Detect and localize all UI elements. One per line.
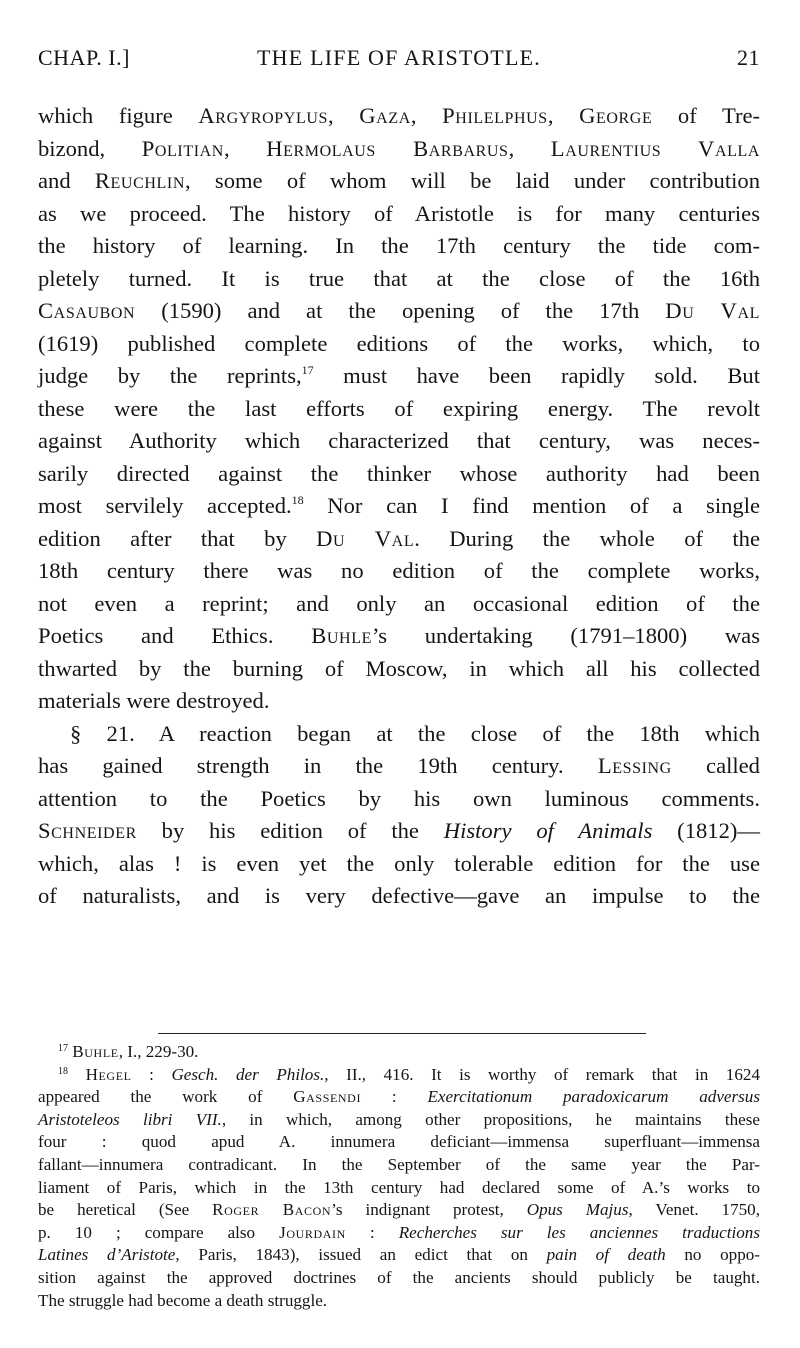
text-line: which figure Argyropylus, Gaza, Philelphus, George of Tre- xyxy=(38,103,761,128)
text-line: Casaubon (1590) and at the opening of the 17th Du Val xyxy=(38,298,760,323)
footnote-17: $^{17}$ Buhle, I., 229-30. xyxy=(58,1042,199,1061)
section-start-line: § 21. A reaction began at the close of the 18th which xyxy=(70,720,760,746)
person-name: Du Val xyxy=(665,298,760,323)
text-line: fallant—innumera contradicant. In the September of the same year the Par- xyxy=(38,1154,760,1174)
text-line: be heretical (See Roger Bacon’s indignant protest, Opus Majus, Venet. 1750, xyxy=(38,1200,760,1220)
page-number: 21 xyxy=(737,45,760,70)
person-name: George xyxy=(579,103,653,128)
person-name: Buhle xyxy=(72,1042,119,1061)
text-line: which, alas ! is even yet the only tolerable edition for the use xyxy=(38,850,760,876)
text-line: most servilely accepted.$^{18}$ Nor can I find mention of a single xyxy=(38,493,760,518)
main-text xyxy=(38,100,760,913)
person-name: Gassendi xyxy=(293,1087,362,1107)
person-name: Laurentius Valla xyxy=(550,135,761,161)
text-line: has gained strength in the 19th century. Lessing called xyxy=(38,753,760,778)
text-line: sition against the approved doctrines of the ancients should publicly be taught. xyxy=(38,1267,760,1287)
text-line: these were the last efforts of expiring energy. The revolt xyxy=(38,395,760,421)
person-name: Argyropylus xyxy=(198,103,328,128)
text-line: as we proceed. The history of Aristotle is for many centuries xyxy=(38,200,760,226)
text-line: thwarted by the burning of Moscow, in which all his collected xyxy=(38,655,760,681)
book-title: History of Animals xyxy=(443,818,653,843)
person-name: Hermolaus Barbarus xyxy=(266,135,509,161)
text-line: Aristoteleos libri VII., in which, among other propositions, he maintains these xyxy=(38,1109,760,1129)
book-title: Recherches sur les anciennes traductions xyxy=(398,1222,760,1242)
text-line: not even a reprint; and only an occasional edition of the xyxy=(38,590,760,616)
book-title: Latines d’Aristote xyxy=(38,1245,176,1265)
chapter-label: CHAP. I.] xyxy=(38,45,130,70)
person-name: Schneider xyxy=(38,818,137,843)
footnotes xyxy=(38,1041,760,1312)
person-name: Buhle xyxy=(311,623,372,648)
book-title: Opus Majus xyxy=(526,1200,629,1220)
footnote-number: 18 xyxy=(58,1065,68,1077)
text-line: materials were destroyed. xyxy=(38,688,270,713)
text-line: edition after that by Du Val. During the whole of the xyxy=(38,525,761,551)
person-name: Gaza xyxy=(359,103,411,128)
text-line: p. 10 ; compare also Jourdain : Recherches sur les anciennes traductions xyxy=(38,1222,760,1242)
person-name: Politian xyxy=(141,135,224,161)
text-line: four : quod apud A. innumera deficiant—immensa superfluant—immensa xyxy=(38,1132,760,1152)
text-line: pletely turned. It is true that at the close of the 16th xyxy=(38,265,760,291)
text-line: $^{18}$ Hegel : Gesch. der Philos., II., 416. It is worthy of remark that in 1624 xyxy=(58,1064,760,1084)
person-name: Lessing xyxy=(597,753,672,778)
text-line: Schneider by his edition of the History of Animals (1812)— xyxy=(38,818,760,843)
text-line: Latines d’Aristote, Paris, 1843), issued an edict that on pain of death no oppo- xyxy=(38,1245,761,1265)
footnote-ref: 18 xyxy=(291,493,304,507)
text-line: the history of learning. In the 17th century the tide com- xyxy=(38,233,760,258)
person-name: Reuchlin xyxy=(94,168,185,193)
text-line: sarily directed against the thinker whose authority had been xyxy=(38,460,760,486)
text-line: (1619) published complete editions of the works, which, to xyxy=(38,330,760,356)
footnote-divider xyxy=(158,1033,646,1034)
text-line: The struggle had become a death struggle. xyxy=(38,1290,328,1310)
person-name: Roger Bacon xyxy=(212,1200,332,1220)
text-line: judge by the reprints,$^{17}$ must have been rapidly sold. But xyxy=(38,363,760,388)
text-line: against Authority which characterized that century, was neces- xyxy=(38,428,760,453)
text-line: Poetics and Ethics. Buhle’s undertaking (1791–1800) was xyxy=(38,623,760,648)
person-name: Du Val xyxy=(316,525,415,551)
book-title: Exercitationum paradoxicarum adversus xyxy=(427,1087,760,1107)
page-title: THE LIFE OF ARISTOTLE. xyxy=(257,45,541,70)
person-name: Jourdain xyxy=(279,1222,346,1242)
person-name: Hegel xyxy=(85,1064,132,1084)
book-title: Gesch. der Philos. xyxy=(171,1064,325,1084)
footnote-ref: 17 xyxy=(301,363,314,377)
emphasis: pain of death xyxy=(546,1245,666,1265)
running-header xyxy=(38,45,760,85)
text-line: bizond, Politian, Hermolaus Barbarus, Laurentius Valla xyxy=(38,135,761,161)
footnote-number: 17 xyxy=(58,1043,68,1054)
book-title: Aristoteleos libri VII. xyxy=(38,1109,222,1129)
text-line: liament of Paris, which in the 13th century had declared some of A.’s works to xyxy=(38,1177,760,1197)
footnote-18 xyxy=(38,1064,760,1313)
text-line: 18th century there was no edition of the complete works, xyxy=(38,558,760,583)
person-name: Casaubon xyxy=(38,298,136,323)
person-name: Philelphus xyxy=(442,103,548,128)
text-line: appeared the work of Gassendi : Exercitationum paradoxicarum adversus xyxy=(38,1087,760,1107)
text-line: of naturalists, and is very defective—gave an impulse to the xyxy=(38,883,760,908)
text-line: and Reuchlin, some of whom will be laid under contribution xyxy=(38,168,760,193)
text-line: attention to the Poetics by his own luminous comments. xyxy=(38,785,760,811)
